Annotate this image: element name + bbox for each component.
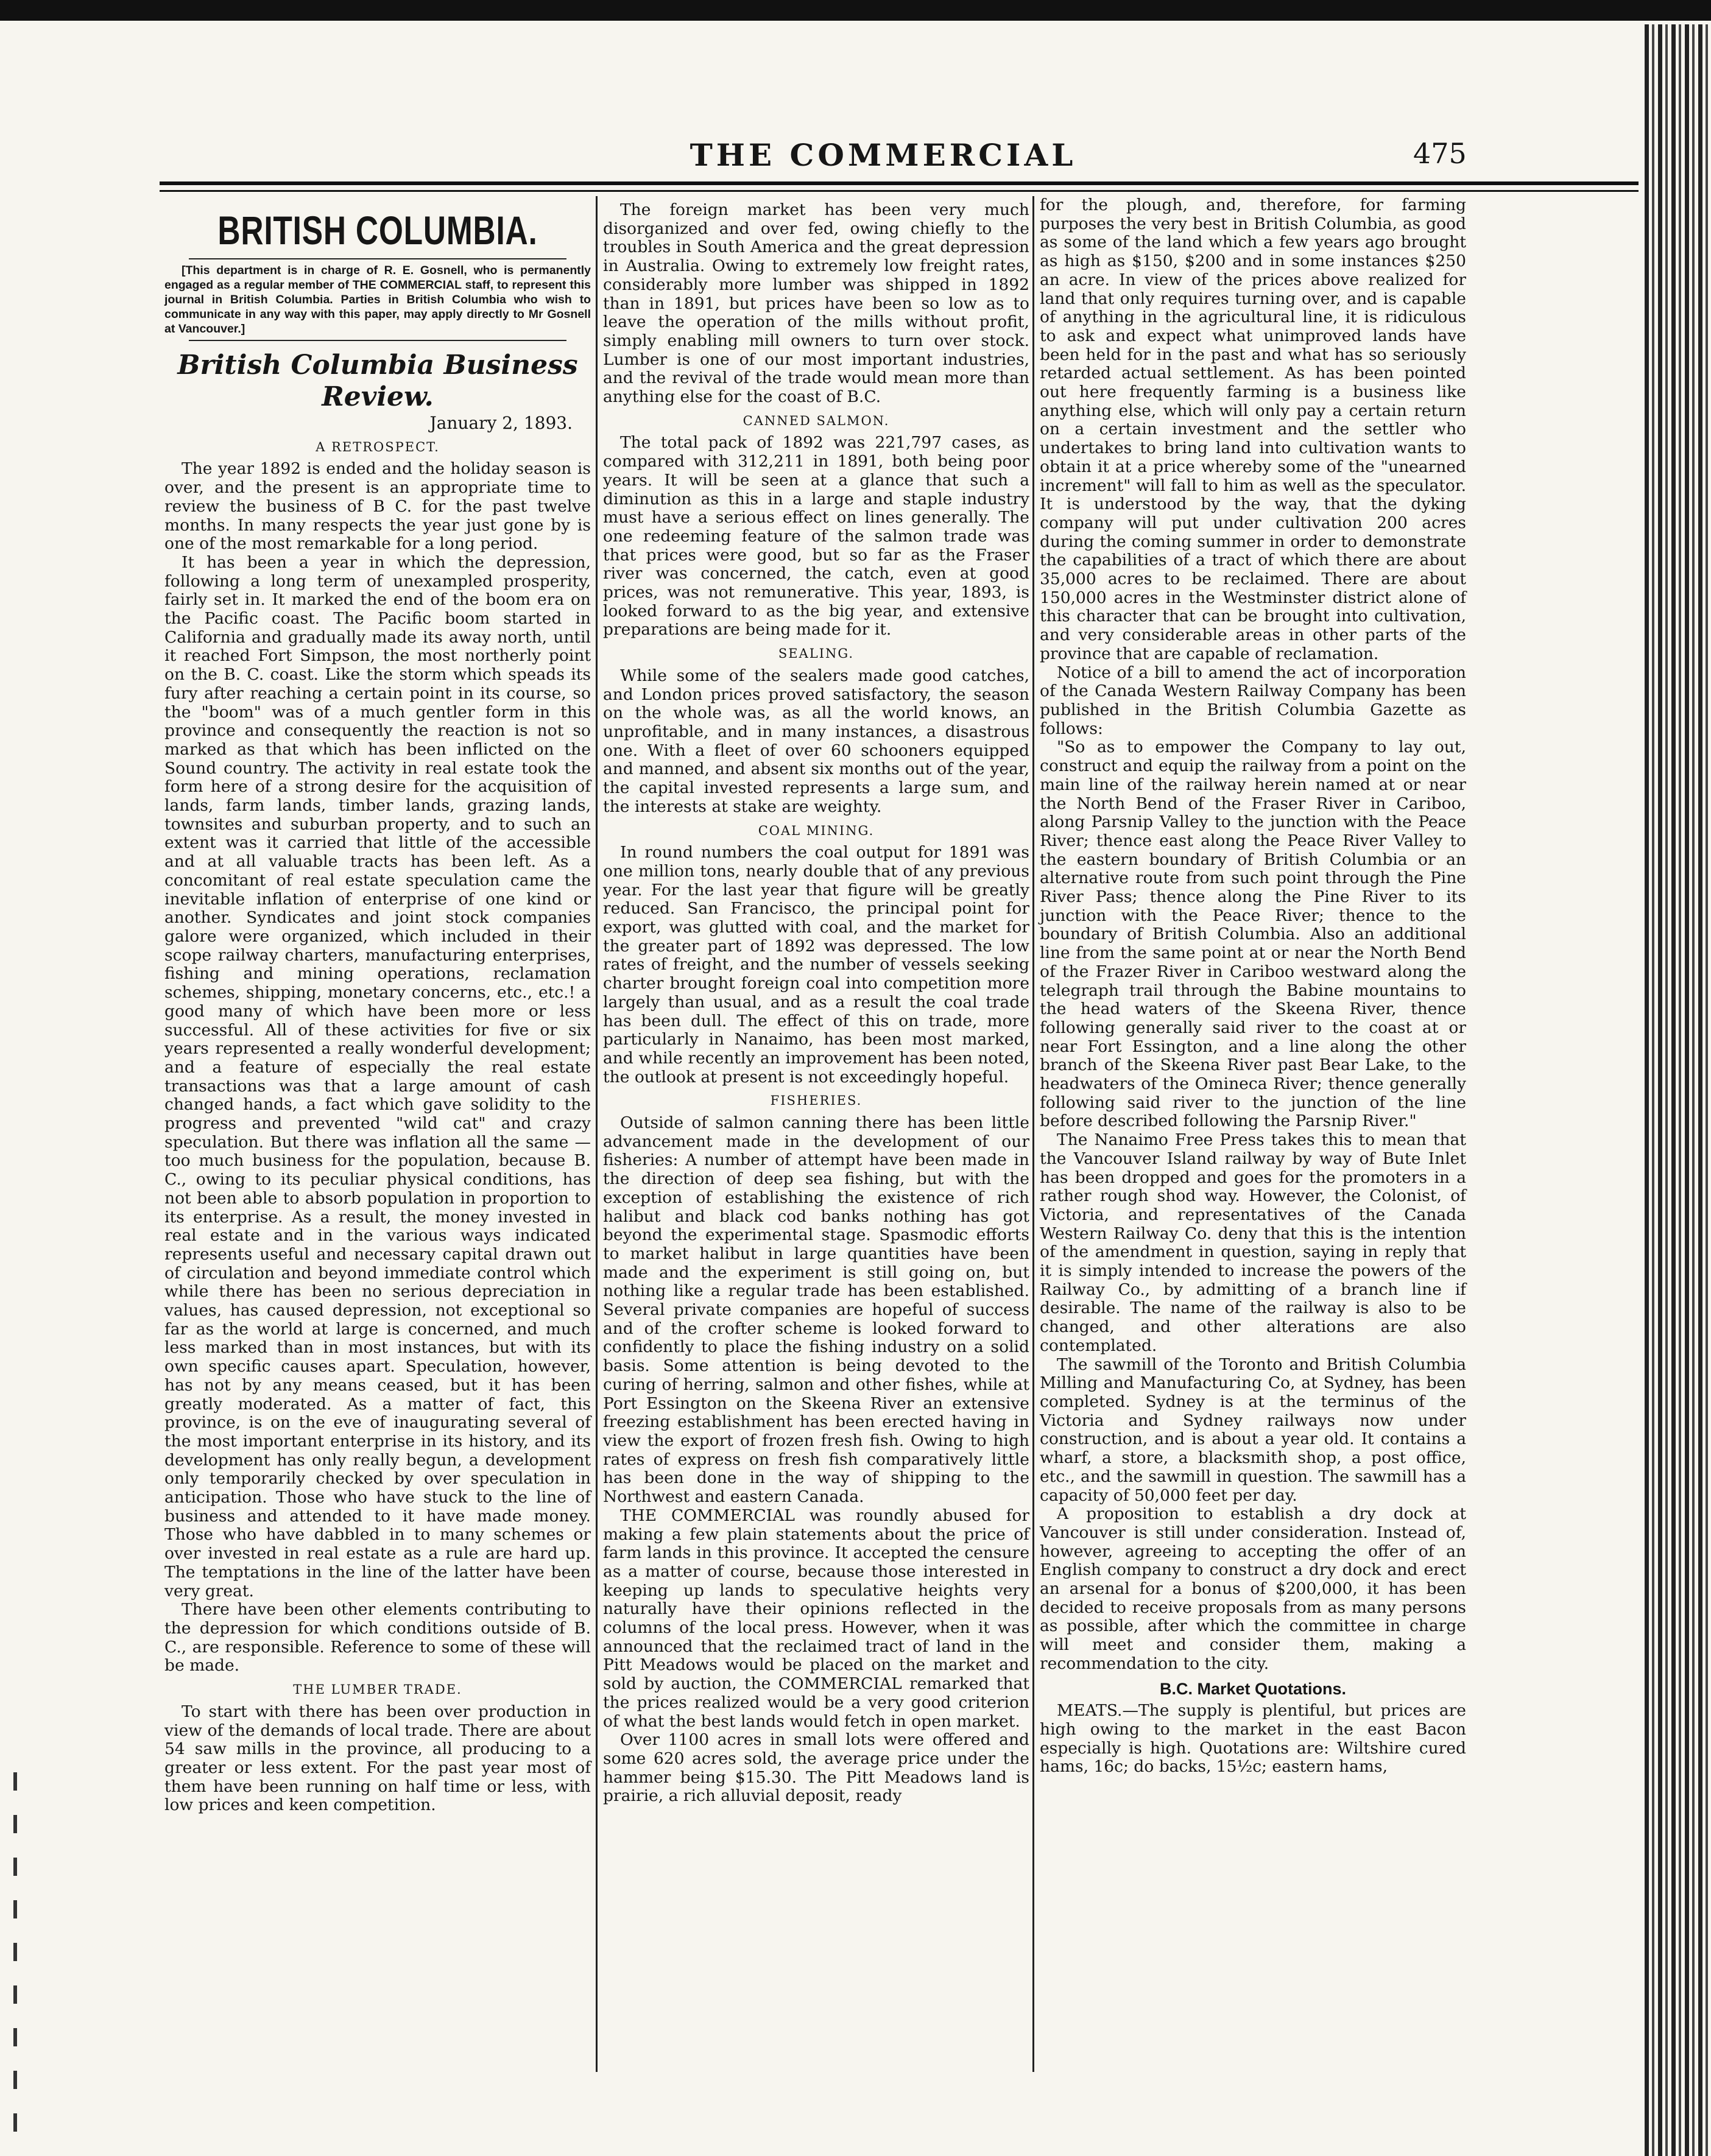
paragraph: MEATS.—The supply is plentiful, but prices are high owing to the market in the east Bacon especially is high. Quotations are: Wiltshire cured hams, 16c; do backs, 15½c; eastern hams,	[1040, 1701, 1466, 1777]
section-heading: BRITISH COLUMBIA.	[217, 208, 538, 253]
paragraph: Outside of salmon canning there has been little advancement made in the development of our fisheries: A number of attempt have been made in the direction of deep sea fishing, but with the exception of establishing the existence of rich halibut and black cod banks nothing has got beyond the experimental stage. Spasmodic efforts to market halibut in large quantities have been made and the experiment is still going on, but nothing like a regular trade has been established. Several private companies are hopeful of success and of the crofter scheme is looked forward to confidently to place the fishing industry on a solid basis. Some attention is being devoted to the curing of herring, salmon and other fishes, while at Port Essington on the Skeena River an extensive freezing establishment has been erected having in view the export of frozen fresh fish. Owing to high rates of express on fresh fish comparatively little has been done in the way of shipping to the Northwest and eastern Canada.	[603, 1113, 1029, 1507]
paragraph: To start with there has been over production in view of the demands of local trade. There are about 54 saw mills in the province, all producing to a greater or less extent. For the past year most of them have been running on half time or less, with low prices and keen competition.	[164, 1702, 591, 1815]
paragraph: The year 1892 is ended and the holiday season is over, and the present is an appropriate time to review the business of B C. for the past twelve months. In many respects the year just gone by is one of the most remarkable for a long period.	[164, 459, 591, 554]
paragraph: A proposition to establish a dry dock at Vancouver is still under consideration. Instead of, however, agreeing to accepting the offer of an English company to construct a dry dock and erect an arsenal for a bonus of $200,000, it has been decided to receive proposals from as many persons as possible, after which the committee in charge will meet and consider them, making a recommendation to the city.	[1040, 1504, 1466, 1673]
article-date: January 2, 1893.	[429, 413, 573, 433]
masthead	[158, 125, 1645, 180]
paragraph: The sawmill of the Toronto and British Columbia Milling and Manufacturing Co, at Sydney, has been completed. Sydney is at the terminus of the Victoria and Sydney railways now under construction, and is about a year old. It contains a wharf, a store, a blacksmith shop, a post office, etc., and the sawmill in question. The sawmill has a capacity of 50,000 feet per day.	[1040, 1355, 1466, 1505]
paragraph: It has been a year in which the depression, following a long term of unexampled prosperity, fairly set in. It marked the end of the boom era on the Pacific coast. The Pacific boom started in California and gradually made its away north, until it reached Fort Simpson, the most northerly point on the B. C. coast. Like the storm which speads its fury after reaching a certain point in its course, so the "boom" was of a much gentler form in this province and consequently the reaction is not so marked as that which has been inflicted on the Sound country. The activity in real estate took the form here of a strong desire for the acquisition of lands, farm lands, timber lands, grazing lands, townsites and suburban property, and to such an extent was it carried that little of the accessible and at all valuable tracts has been left. As a concomitant of real estate speculation came the inevitable inflation of enterprise of one kind or another. Syndicates and joint stock companies galore were organized, which included in their scope railway charters, manufacturing enterprises, fishing and mining operations, reclamation schemes, shipping, monetary concerns, etc., etc.! a good many of which have been more or less successful. All of these activities for five or six years represented a really wonderful development; and a feature of especially the real estate transactions was that a large amount of cash changed hands, a fact which gave solidity to the progress and prevented "wild cat" and crazy speculation. But there was inflation all the same —too much business for the population, because B. C., owing to its peculiar physical conditions, has not been able to absorb population in proportion to its enterprise. As a result, the money invested in real estate and in the various ways indicated represents useful and necessary capital drawn out of circulation and beyond immediate control which while there has been no serious depreciation in values, has caused depression, not exceptional so far as the world at large is concerned, and much less marked than in most instances, but with its own specific causes apart. Speculation, however, has not by any means ceased, but it has been greatly moderated. As a matter of fact, this province, is on the eve of inaugurating several of the most important enterprise in its history, and its development has only really begun, a development only temporarily checked by over speculation in anticipation. Those who have stuck to the line of business and attended to it have made money. Those who have dabbled in to many schemes or over invested in real estate as a rule are hard up. The temptations in the line of the latter have been very great.	[164, 552, 591, 1601]
paragraph: In round numbers the coal output for 1891 was one million tons, nearly double that of any previous year. For the last year that figure will be greatly reduced. San Francisco, the principal point for export, was glutted with coal, and the market for the greater part of 1892 was depressed. The low rates of freight, and the number of vessels seeking charter brought foreign coal into competition more largely than usual, and as a result the coal trade has been dull. The effect of this on trade, more particularly in Nanaimo, has been most marked, and while recently an improvement has been noted, the outlook at present is not exceedingly hopeful.	[603, 843, 1029, 1087]
paragraph: There have been other elements contributing to the depression for which conditions outside of B. C., are responsible. Reference to some of these will be made.	[164, 1600, 591, 1675]
page-number: 475	[1413, 137, 1467, 170]
note-rule	[189, 340, 566, 341]
column-3	[1040, 196, 1466, 1777]
subsection-lumber: THE LUMBER TRADE.	[293, 1682, 462, 1697]
market-quotations-heading: B.C. Market Quotations.	[1159, 1679, 1347, 1698]
subsection-coal: COAL MINING.	[758, 823, 875, 838]
paragraph: The total pack of 1892 was 221,797 cases, as compared with 312,211 in 1891, both being poor years. It will be seen at a glance that such a diminution as this in a large and staple industry must have a serious effect on lines generally. The one redeeming feature of the salmon trade was that prices were good, but so far as the Fraser river was concerned, the catch, even at good prices, was not remunerative. This year, 1893, is looked forward to as the big year, and extensive preparations are being made for it.	[603, 433, 1029, 639]
subsection-fisheries: FISHERIES.	[770, 1093, 863, 1108]
paragraph: THE COMMERCIAL was roundly abused for making a few plain statements about the price of farm lands in this province. It accepted the censure as a matter of course, because those interested in keeping up lands to speculative heights very naturally have their opinions reflected in the columns of the local press. However, when it was announced that the reclaimed tract of land in the Pitt Meadows would be placed on the market and sold by auction, the COMMERCIAL remarked that the prices realized would be a very good criterion of what the best lands would fetch in open market.	[603, 1506, 1029, 1731]
paragraph: Notice of a bill to amend the act of incorporation of the Canada Western Railway Company has been published in the British Columbia Gazette as follows:	[1040, 663, 1466, 738]
paragraph: Over 1100 acres in small lots were offered and some 620 acres sold, the average price under the hammer being $15.30. The Pitt Meadows land is prairie, a rich alluvial deposit, ready	[603, 1730, 1029, 1806]
paragraph: "So as to empower the Company to lay out, construct and equip the railway from a point on the main line of the railway herein named at or near the North Bend of the Fraser River in Cariboo, along Parsnip Valley to the junction with the Peace River; thence east along the Peace River Valley to the eastern boundary of British Columbia or an alternative route from such point through the Pine River Pass; thence along the Pine River to its junction with the Peace River; thence to the boundary of British Columbia. Also an additional line from the same point at or near the North Bend of the Frazer River in Cariboo westward along the telegraph trail through the Babine mountains to the head waters of the Skeena River, thence following generally said river to the coast at or near Fort Essington, and a line along the other branch of the Skeena River past Bear Lake, to the headwaters of the Omineca River; thence generally following said river to the junction of the line before described following the Parsnip River."	[1040, 738, 1466, 1131]
paragraph: The foreign market has been very much disorganized and over fed, owing chiefly to the troubles in South America and the great depression in Australia. Owing to extremely low freight rates, considerably more lumber was shipped in 1892 than in 1891, but prices have been so low as to leave the operation of the mills without profit, simply enabling mill owners to turn over stock. Lumber is one of our most important industries, and the revival of the trade would mean more than anything else for the coast of B.C.	[603, 200, 1029, 407]
masthead-title: THE COMMERCIAL	[690, 137, 1077, 173]
article-title: British Columbia Business Review.	[177, 350, 578, 412]
column-divider-2	[1032, 196, 1034, 2072]
masthead-rule-thick	[160, 181, 1639, 185]
heading-rule	[189, 258, 566, 259]
paragraph: The Nanaimo Free Press takes this to mean that the Vancouver Island railway by way of Bute Inlet has been dropped and goes for the promoters in a rather rough shod way. However, the Colonist, of Victoria, and representatives of the Canada Western Railway Co. deny that this is the intention of the amendment in question, saying in reply that it is simply intended to increase the powers of the Railway Co., by admitting of a branch line if desirable. The name of the railway is also to be changed, and other alterations are also contemplated.	[1040, 1130, 1466, 1355]
masthead-rule-thin	[160, 190, 1639, 192]
column-divider-1	[596, 196, 598, 2072]
scan-top-border	[0, 0, 1711, 21]
paragraph: While some of the sealers made good catches, and London prices proved satisfactory, the season on the whole was, as all the world knows, an unprofitable, and in many instances, a disastrous one. With a fleet of over 60 schooners equipped and manned, and absent six months out of the year, the capital invested represents a large sum, and the interests at stake are weighty.	[603, 666, 1029, 816]
subsection-salmon: CANNED SALMON.	[743, 413, 890, 428]
scan-binding-edge	[1645, 24, 1711, 2156]
subsection-retrospect: A RETROSPECT.	[316, 439, 440, 454]
scan-left-margin-marks	[13, 1766, 17, 2132]
column-1	[164, 201, 591, 1815]
paragraph: for the plough, and, therefore, for farming purposes the very best in British Columbia, as good as some of the land which a few years ago brought as high as $150, $200 and in some instances $250 an acre. In view of the prices above realized for land that only requires turning over, and is capable of anything in the agricultural line, it is ridiculous to ask and expect what unimproved lands have been held for in the past and what has so seriously retarded actual settlement. As has been pointed out here frequently farming is a business like anything else, which will only pay a certain return on a certain investment and the settler who undertakes to bring land into cultivation wants to obtain it at a price whereby some of the "unearned increment" will fall to him as well as the speculator. It is understood by the way, that the dyking company will put under cultivation 200 acres during the coming summer in order to demonstrate the capabilities of a tract of which there are about 35,000 acres to be reclaimed. There are about 150,000 acres in the Westminster district alone of this character that can be brought into cultivation, and very considerable areas in other parts of the province that are capable of reclamation.	[1040, 196, 1466, 663]
subsection-sealing: SEALING.	[778, 646, 855, 661]
department-note: [This department is in charge of R. E. Gosnell, who is permanently engaged as a regular member of THE COMMERCIAL staff, to represent this journal in British Columbia. Parties in British Columbia who wish to communicate in any way with this paper, may apply directly to Mr Gosnell at Vancouver.]	[164, 264, 591, 336]
column-2	[603, 201, 1029, 1806]
